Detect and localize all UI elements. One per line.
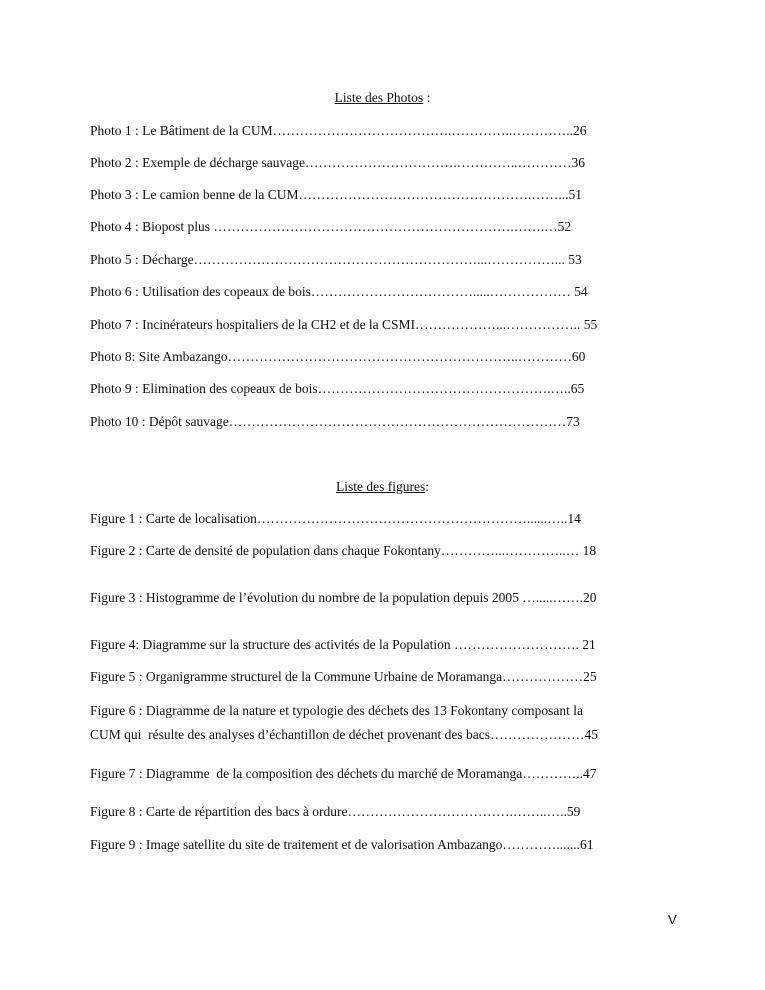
photo-entry-10: Photo 10 : Dépôt sauvage…………………………………………………………………73 — [90, 414, 580, 429]
photo-entry-1: Photo 1 : Le Bâtiment de la CUM………………………………….…………..…………..26 — [90, 123, 587, 138]
photo-entry-7: Photo 7 : Incinérateurs hospitaliers de la CH2 et de la CSMI………………...…………….. 55 — [90, 317, 598, 332]
figure-entry-6-line-2: CUM qui résulte des analyses d’échantillon de déchet provenant des bacs…………………45 — [90, 727, 599, 742]
photo-entry-4: Photo 4 : Biopost plus ………………………………………………………….…….…52 — [90, 219, 572, 234]
photo-entry-2: Photo 2 : Exemple de décharge sauvage…………………………….…………..…………36 — [90, 155, 586, 170]
figure-entry-2: Figure 2 : Carte de densité de population dans chaque Fokontany…………...…………..… 18 — [90, 543, 597, 558]
photo-entry-8: Photo 8: Site Ambazango………………………………………………………..…………60 — [90, 349, 586, 364]
figure-entry-1: Figure 1 : Carte de localisation……………………………………………………......…..14 — [90, 511, 581, 526]
photo-entry-6: Photo 6 : Utilisation des copeaux de bois……………………………….....……………… 54 — [90, 284, 588, 299]
figure-entry-7: Figure 7 : Diagramme de la composition des déchets du marché de Moramanga…………..47 — [90, 766, 597, 781]
figure-entry-5: Figure 5 : Organigramme structurel de la Commune Urbaine de Moramanga………………25 — [90, 669, 597, 684]
figure-entry-3: Figure 3 : Histogramme de l’évolution du nombre de la population depuis 2005 ….....…….20 — [90, 590, 597, 605]
figure-entry-9: Figure 9 : Image satellite du site de traitement et de valorisation Ambazango………….......61 — [90, 837, 594, 852]
photo-entry-3: Photo 3 : Le camion benne de la CUM…………………………………………….……...51 — [90, 187, 582, 202]
photos-heading-suffix: : — [423, 90, 431, 105]
photos-heading — [0, 90, 765, 106]
figures-heading-title: Liste des figures — [336, 479, 426, 494]
figure-entry-4: Figure 4: Diagramme sur la structure des activités de la Population ………………………. 21 — [90, 637, 596, 652]
page-number: V — [668, 912, 677, 927]
figures-heading — [0, 479, 765, 495]
photos-heading-title: Liste des Photos — [334, 90, 424, 105]
photo-entry-9: Photo 9 : Elimination des copeaux de bois…………………………………………….…..65 — [90, 381, 585, 396]
figure-entry-6-line-1: Figure 6 : Diagramme de la nature et typologie des déchets des 13 Fokontany composant la — [90, 703, 584, 718]
figures-heading-suffix: : — [425, 479, 429, 494]
photo-entry-5: Photo 5 : Décharge………………………………………………………...……………... 53 — [90, 252, 582, 267]
figure-entry-8: Figure 8 : Carte de répartition des bacs à ordure……………………………….……..…..59 — [90, 804, 581, 819]
